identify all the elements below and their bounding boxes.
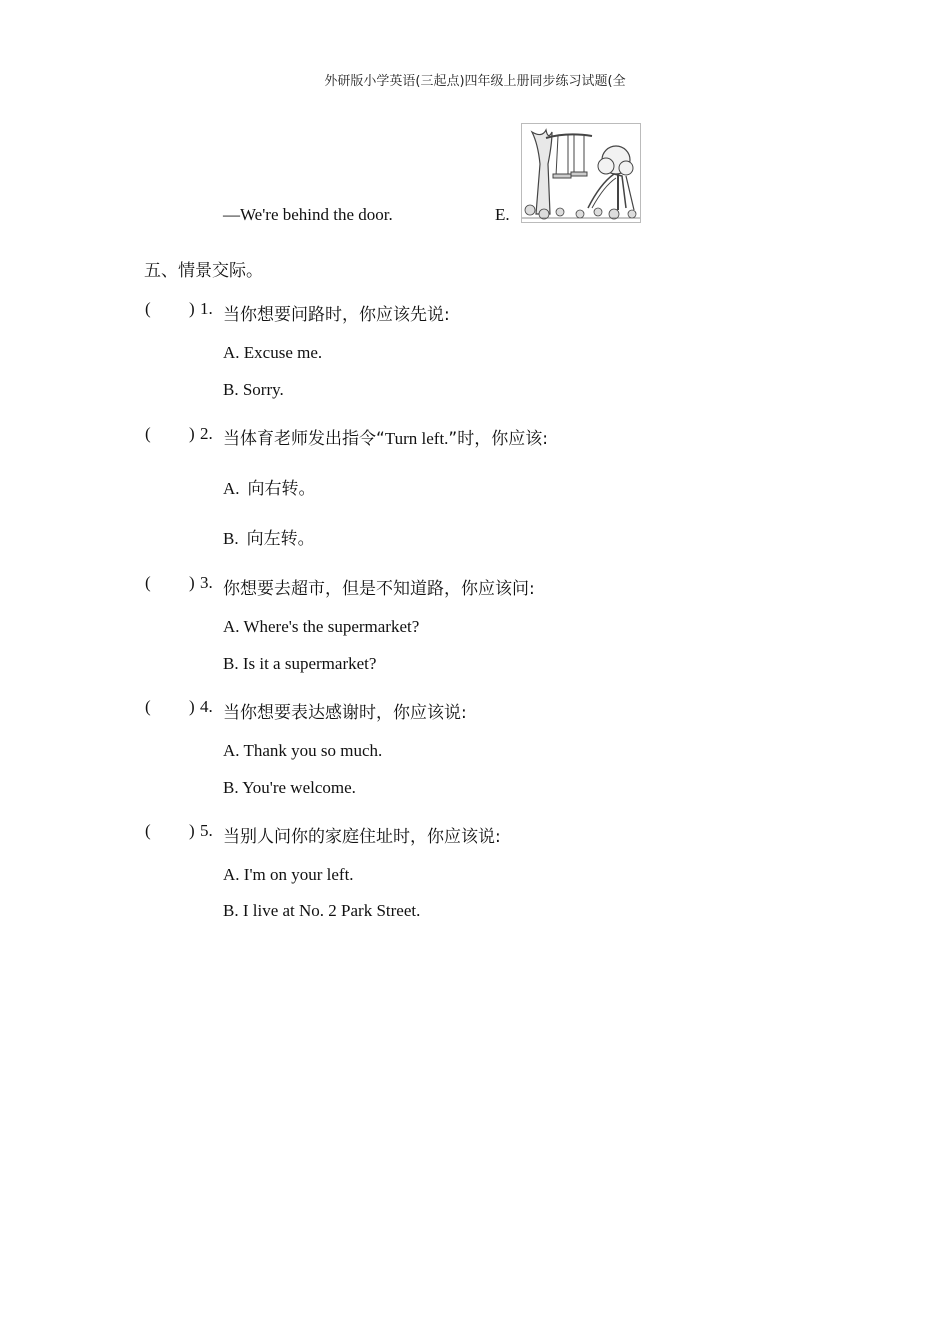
question-prompt: 你想要去超市，但是不知道路，你应该问: bbox=[223, 579, 535, 599]
option-b: B. Is it a supermarket? bbox=[223, 654, 377, 673]
option-b: B. You're welcome. bbox=[223, 778, 356, 797]
option-a: A. Thank you so much. bbox=[223, 741, 383, 760]
option-letter: B. bbox=[223, 529, 239, 548]
option-a: A. Where's the supermarket? bbox=[223, 617, 420, 636]
option-b: B. Sorry. bbox=[223, 380, 284, 399]
question-prompt bbox=[223, 424, 548, 449]
answer-paren-close: ) bbox=[189, 299, 195, 318]
answer-paren-close: ) bbox=[189, 821, 195, 840]
question-number: 3. bbox=[200, 573, 213, 592]
section-title: 五、情景交际。 bbox=[144, 261, 263, 281]
prompt-before: 当体育老师发出指令“ bbox=[223, 429, 385, 449]
prompt-after: ”时，你应该: bbox=[448, 429, 548, 449]
answer-paren-open: ( bbox=[145, 697, 151, 716]
answer-line: —We're behind the door. bbox=[223, 205, 393, 224]
page-header: 外研版小学英语(三起点)四年级上册同步练习试题(全 bbox=[324, 74, 626, 89]
answer-paren-open: ( bbox=[145, 424, 151, 443]
question-number: 5. bbox=[200, 821, 213, 840]
option-a: A. I'm on your left. bbox=[223, 865, 354, 884]
playground-picture bbox=[521, 123, 641, 223]
answer-paren-open: ( bbox=[145, 299, 151, 318]
playground-illustration bbox=[522, 124, 640, 222]
question-prompt: 当你想要问路时，你应该先说: bbox=[223, 305, 450, 325]
question-number: 1. bbox=[200, 299, 213, 318]
option-b bbox=[223, 524, 315, 549]
question-prompt: 当别人问你的家庭住址时，你应该说: bbox=[223, 827, 501, 847]
question-prompt: 当你想要表达感谢时，你应该说: bbox=[223, 703, 467, 723]
option-text: 向右转。 bbox=[247, 479, 316, 499]
answer-paren-close: ) bbox=[189, 573, 195, 592]
answer-paren-open: ( bbox=[145, 573, 151, 592]
answer-paren-open: ( bbox=[145, 821, 151, 840]
option-b: B. I live at No. 2 Park Street. bbox=[223, 901, 421, 920]
question-number: 4. bbox=[200, 697, 213, 716]
option-a bbox=[223, 474, 316, 499]
option-text: 向左转。 bbox=[246, 529, 315, 549]
question-number: 2. bbox=[200, 424, 213, 443]
option-a: A. Excuse me. bbox=[223, 343, 323, 362]
answer-paren-close: ) bbox=[189, 424, 195, 443]
option-letter-e: E. bbox=[495, 205, 510, 224]
option-letter: A. bbox=[223, 479, 240, 498]
answer-paren-close: ) bbox=[189, 697, 195, 716]
prompt-english: Turn left. bbox=[384, 429, 449, 448]
